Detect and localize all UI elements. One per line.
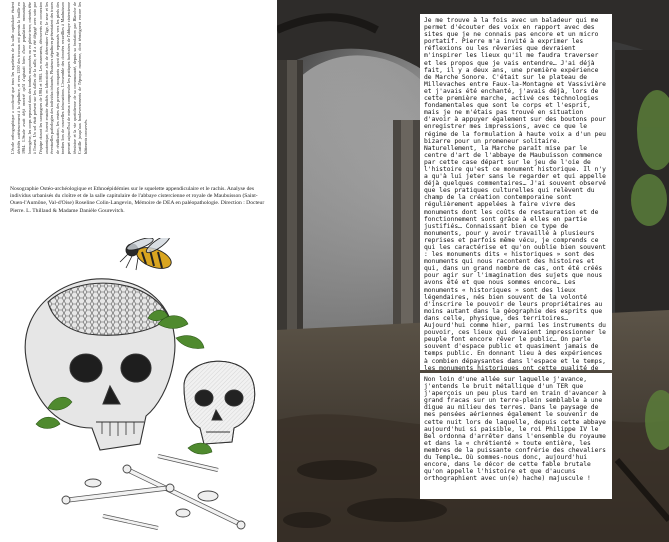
figure-caption: Nosographie Ostéo-archéologique et Ethnoépidémies sur le squelette appendiculaire et le rachis. Analyse des individus urbanisés du cloître et de la salle capitulaire de l'abbaye cistercienne et royale de Maubuisson (Saint-Ouen-l'Aumône, Val-d'Oise) Roseline Colin-Langevin, Mémoire de DEA en paléopathologie. Direction : Docteur Pierre. L. Thillaud & Madame Danièle Gourevitch. (10, 186, 265, 214)
skull-wasp-illustration (8, 238, 270, 538)
left-page (0, 0, 277, 542)
text-paragraph-2: Non loin d'une allée sur laquelle j'avance, j'entends le bruit métallique d'un TER que j'aperçois un peu plus tard en train d'avancer à grand fracas sur un terre-plein semblable à une digue au milieu des terres. Dans le paysage de mes pensées aériennes également le souvenir de cette nuit lors de laquelle, depuis cette abbaye aujourd'hui si paisible, le roi Philippe IV le Bel ordonna d'arrêter dans l'ensemble du royaume et dans la « chrétienté » toute entière, les membres de la puissante confrérie des chevaliers du Temple… Où sommes-nous donc, aujourd'hui encore, dans le décor de cette fable brutale qu'on appelle l'histoire et que d'aucuns orthographient avec un(e) hache) majuscule ! (420, 373, 612, 499)
right-page (277, 0, 669, 542)
rotated-column-wrap (10, 2, 186, 154)
rotated-text-column: L'école orthographique a confirmé que tous les squelettes de la salle capitulaire étaient décédés antérieurement à la sépulture, et vers 1550 des travaux ont permis la fouille en 1984. L'étude avait déjà montré qu'il s'agissait bien d'une population monastique homogène, les corps reposant dans des tombes maçonnées ou en pleine terre, orientés tête à l'ouest. Un sol était présent sur les dalles de la salle, et il a été dégagé avec soin par l'équipe durant les campagnes de 1984 et 1985. Les ossements, découverts en connexion anatomique, furent ensuite étudiés en laboratoire afin de déterminer l'âge, le sexe et les éventuelles pathologies des individus inhumés. Plusieurs sépultures présentaient des traces de réutilisation, les restes des premiers occupants ayant été repoussés vers les pieds des tombes lors de nouvelles inhumations. L'ensemble des données recueillies à Maubuisson permet aujourd'hui de mieux comprendre les pratiques funéraires de l'abbaye cistercienne féminine et la vie quotidienne de sa communauté, depuis sa fondation par Blanche de Castille jusqu'aux bouleversements de l'époque moderne, dont témoignent encore les bâtiments conservés. (10, 2, 88, 154)
text-paragraph-1: Je me trouve à la fois avec un baladeur qui me permet d'écouter des voix en rapport avec des sites que je ne connais pas encore et un micro portatif. Pierre m'a invité à exprimer les réflexions ou les rêveries que devraient m'inspirer les lieux qu'il me faudra traverser et les propos que je vais entendre… J'ai déjà fait, il y a deux ans, une première expérience de Marche Sonore. C'était sur le plateau de Millevaches entre Faux-la-Montagne et Vassivière et j'avais été enchanté, j'avais déjà, lors de cette première marche, activé ces technologies fondamentales que sont le corps et l'esprit, mais je ne m'étais pas trouvé en situation d'avoir à appuyer également sur des boutons pour enregistrer mes impressions, avec ce que le régime de la formulation à haute voix a d'un peu bizarre pour un promeneur solitaire. Naturellement, la Marche paraît mise par le centre d'art de l'abbaye de Maubuisson commence par cette case départ sur le jeu de l'oie de l'histoire qu'est ce monument historique. Il n'y a qu'à lui jeter sans le regarder et qui appelle déjà quelques commentaires… J'ai souvent observé que les pratiques culturelles qui relèvent du champ de la création contemporaine sont régulièrement appelées à faire vivre des monuments dont les coûts de restauration et de fonctionnement sont grâce à elles en partie justifiés… Connaissant bien ce type de monuments, pour y avoir travaillé à plusieurs reprises et parfois même vécu, je comprends ce qui les caractérise et qu'on oublie bien souvent : les monuments dits « historiques » sont des monuments qui nous racontent des histoires et qui, dans un grand nombre de cas, ont été créés pour agir sur l'imagination des sujets que nous avons été et que nous sommes encore… Les monuments « historiques » sont des lieux légendaires, nés bien souvent de la volonté d'inscrire le pouvoir de leurs propriétaires au moins autant dans la géographie des esprits que dans celle, physique, des territoires… Aujourd'hui comme hier, parmi les instruments du pouvoir, ces lieux qui devaient impressionner le peuple font encore rêver le public… On parle souvent d'espace public et quasiment jamais de temps public. En donnant lieu à des expériences à combien dépaysantes dans l'espace et le temps, les monuments historiques ont cette qualité de (420, 14, 612, 370)
